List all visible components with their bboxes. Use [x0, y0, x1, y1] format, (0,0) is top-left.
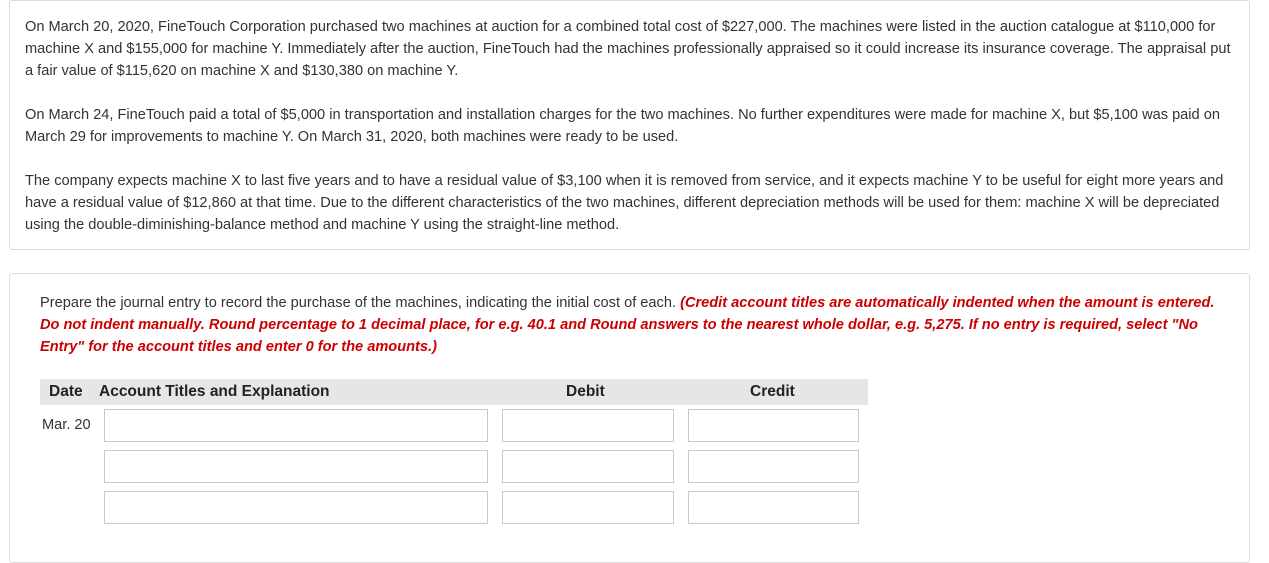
problem-paragraph-3: The company expects machine X to last five years and to have a residual value of $3,100 when it is removed from service, and it expects machine Y to be useful for eight more years and have a residual value of $12,860 at that time. Due to the different characteristics of the two machines, different depreciation methods will be used for them: machine X will be depreciated using the double-diminishing-balance method and machine Y using the straight-line method.	[25, 173, 1224, 233]
row-date: Mar. 20	[42, 417, 91, 433]
journal-entry-card	[9, 273, 1250, 563]
header-credit: Credit	[750, 383, 795, 400]
credit-amount-input[interactable]	[688, 409, 859, 442]
credit-amount-input[interactable]	[688, 450, 859, 483]
credit-amount-input[interactable]	[688, 491, 859, 524]
instruction-text: Prepare the journal entry to record the purchase of the machines, indicating the initial cost of each.	[40, 295, 677, 311]
journal-row	[40, 487, 868, 528]
account-title-input[interactable]	[104, 491, 488, 524]
debit-amount-input[interactable]	[502, 409, 674, 442]
journal-row	[40, 446, 868, 487]
problem-statement-card	[9, 0, 1250, 250]
problem-paragraph-1: On March 20, 2020, FineTouch Corporation purchased two machines at auction for a combined total cost of $227,000. The machines were listed in the auction catalogue at $110,000 for machine X and $155,000 for machine Y. Immediately after the auction, FineTouch had the machines professionally appraised so it could increase its insurance coverage. The appraisal put a fair value of $115,620 on machine X and $130,380 on machine Y.	[25, 19, 1231, 79]
task-instruction	[40, 292, 1219, 358]
debit-amount-input[interactable]	[502, 491, 674, 524]
journal-entry-table	[40, 379, 868, 528]
problem-paragraph-2: On March 24, FineTouch paid a total of $5,000 in transportation and installation charges for the two machines. No further expenditures were made for machine X, but $5,100 was paid on March 29 for improvements to machine Y. On March 31, 2020, both machines were ready to be used.	[25, 107, 1220, 145]
account-title-input[interactable]	[104, 450, 488, 483]
header-account-titles: Account Titles and Explanation	[99, 383, 330, 400]
header-debit: Debit	[566, 383, 605, 400]
journal-row	[40, 405, 868, 446]
debit-amount-input[interactable]	[502, 450, 674, 483]
header-date: Date	[49, 383, 83, 400]
instruction-note: (Credit account titles are automatically indented when the amount is entered. Do not indent manually. Round percentage to 1 decimal place, for e.g. 40.1 and Round answers to the nearest whole dollar, e.g. 5,275. If no entry is required, select "No Entry" for the account titles and enter 0 for the amounts.)	[40, 295, 1215, 355]
journal-table-header	[40, 379, 868, 405]
account-title-input[interactable]	[104, 409, 488, 442]
